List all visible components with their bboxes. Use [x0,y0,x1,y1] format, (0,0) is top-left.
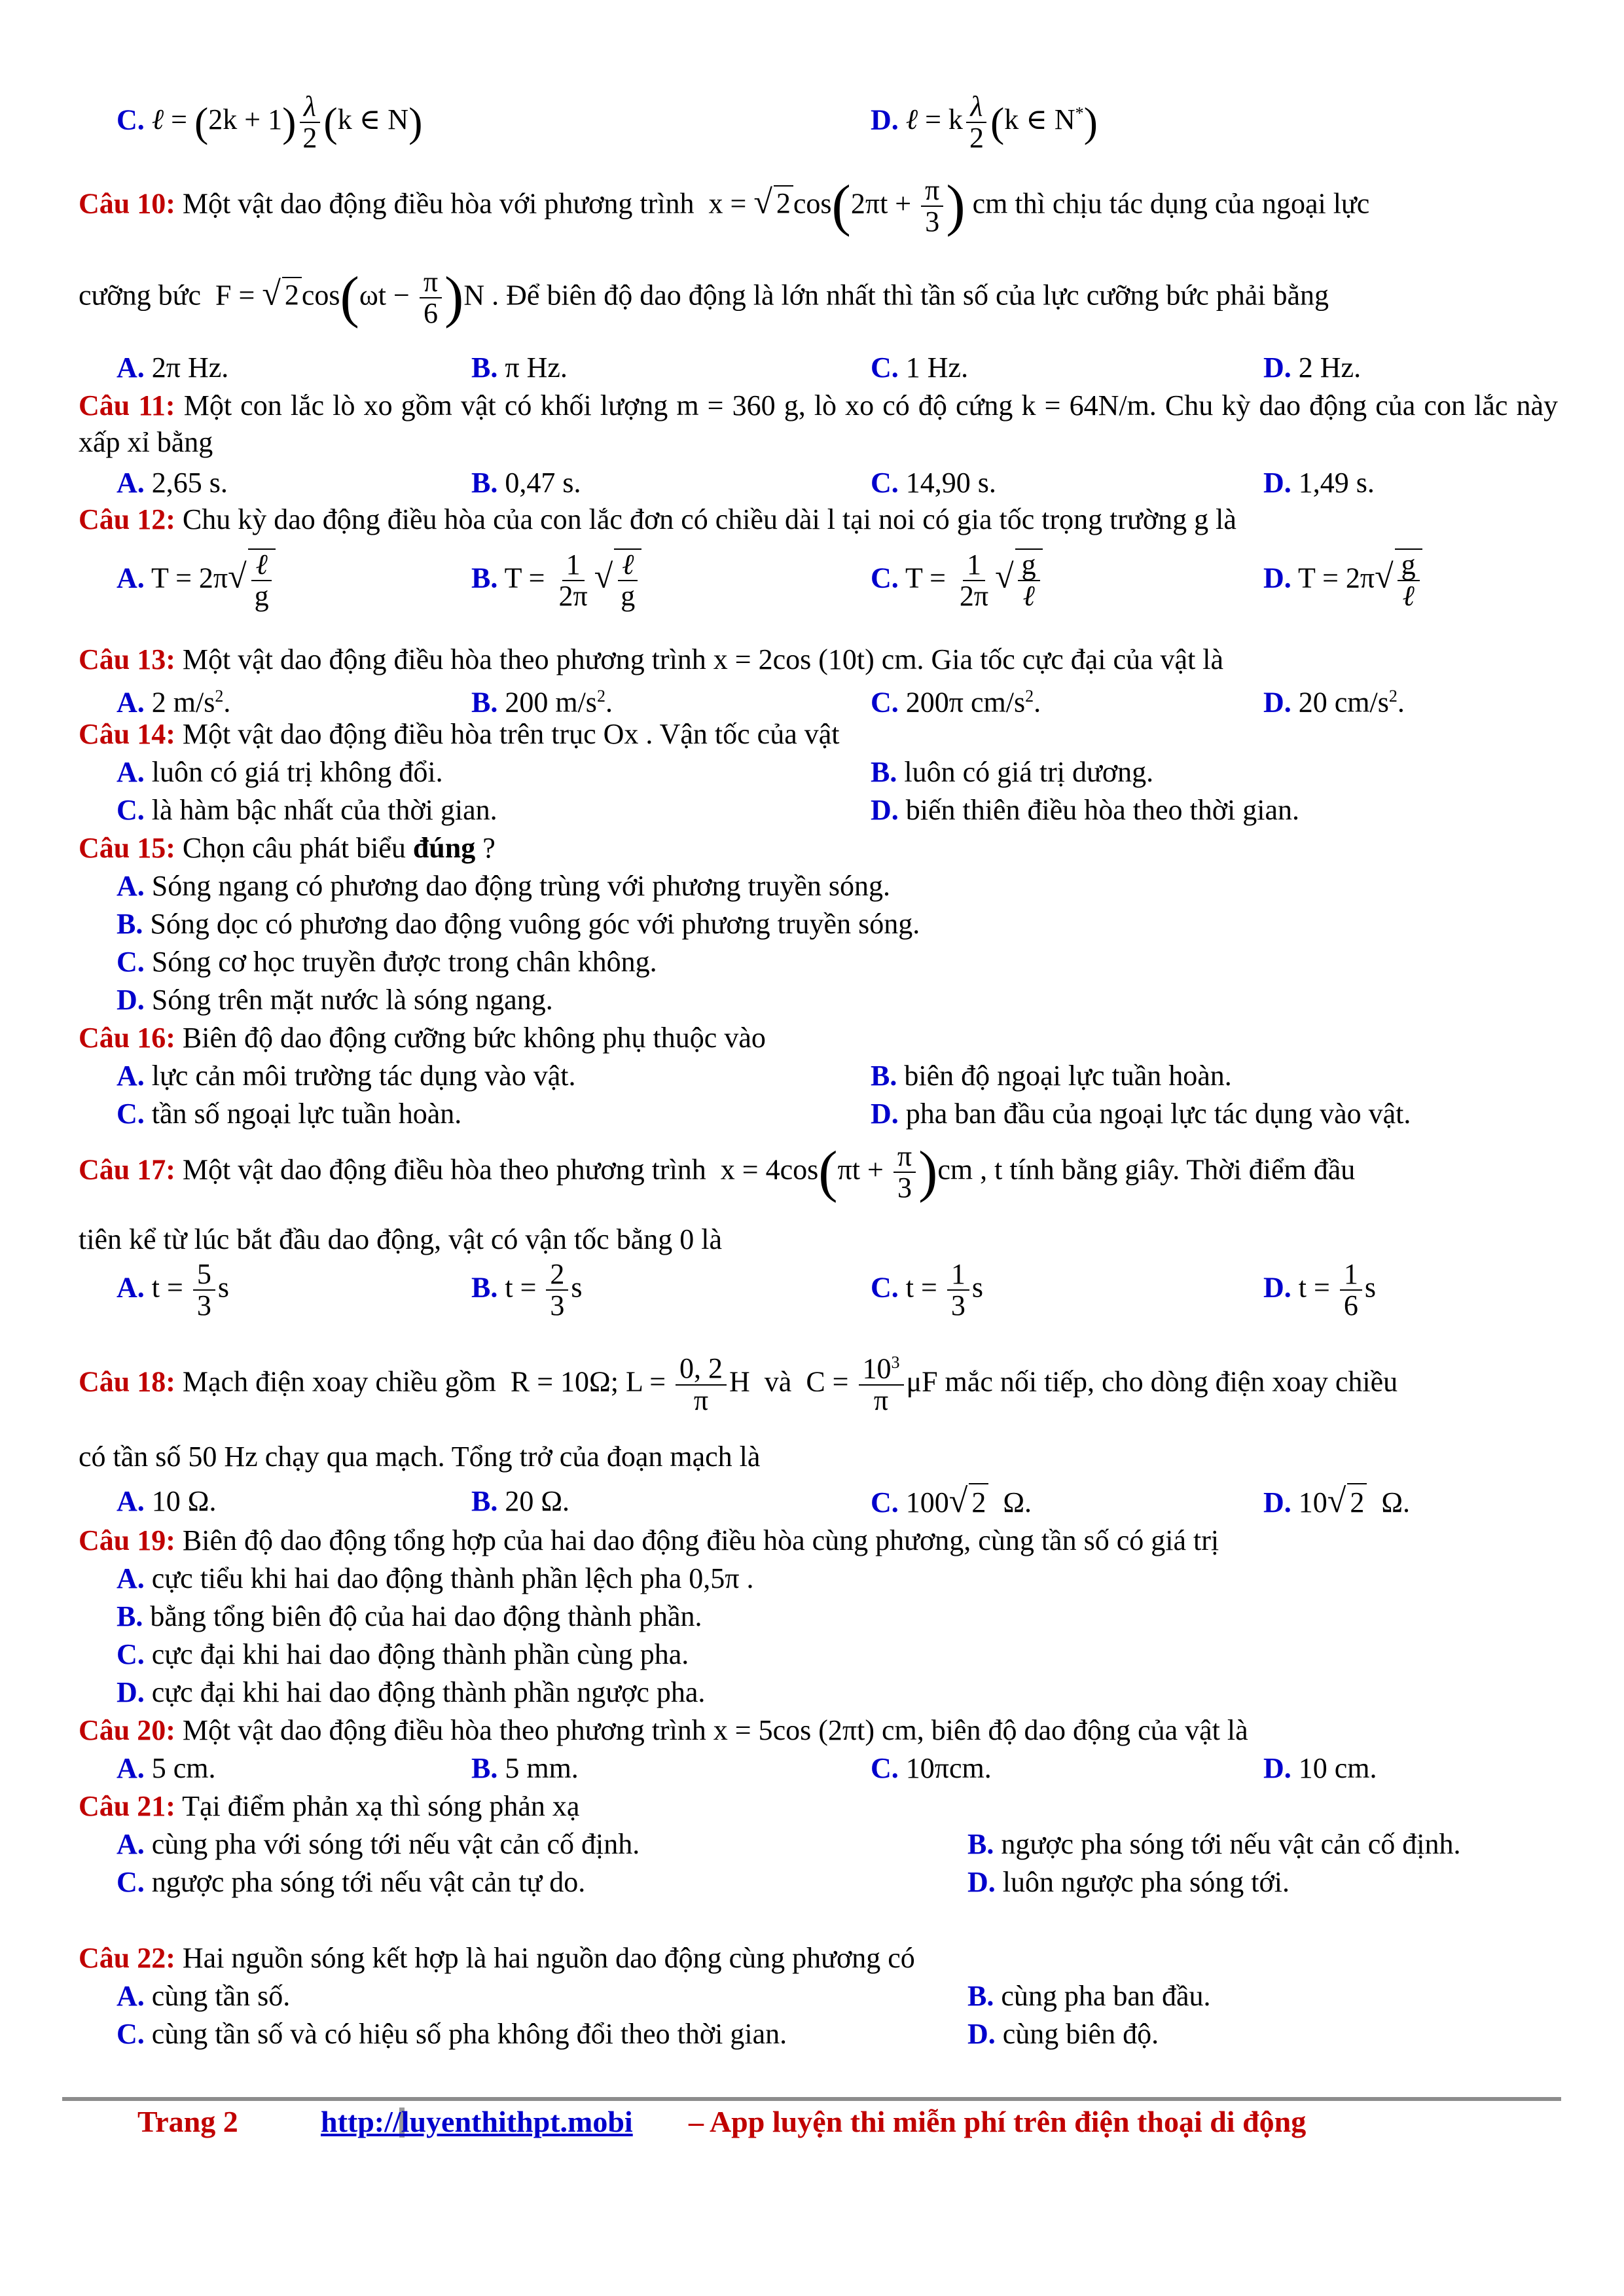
option-a: A. 2 $m/s^2$. [117,686,231,719]
question-11 [79,387,1558,461]
option-d: D. 1,49 s. [1263,467,1375,499]
q12-option-b: B. T = $\frac{1}{2\pi}$ √ $\frac{\text{ℓ}}{g}$ [471,548,641,611]
option-b: B. 200 $m/s^2$. [471,686,613,719]
page-number: Trang 2 [137,2105,238,2138]
question-number: Câu 13: [79,643,175,675]
option-d: D. 2 Hz. [1263,351,1362,384]
option-b: B. luôn có giá trị dương. [871,756,1154,788]
option-d: D. 10 cm. [1263,1752,1377,1784]
option-a: A. 2π Hz. [117,351,229,384]
question-18: Câu 18: Mạch điện xoay chiều gồm R = 10Ω; L = $\frac{0, 2}{\pi}$ H và C = $\frac{10^3}{\pi}$ μF mắc nối tiếp, cho dòng điện xoay chiều [79,1352,1398,1416]
option-b: B. ngược pha sóng tới nếu vật cản cố định. [967,1828,1461,1860]
q17-option-d: D. t = $\frac{1}{6}$ s [1263,1258,1376,1322]
question-text: Biên độ dao động cưỡng bức không phụ thuộc vào [182,1022,766,1054]
question-number: Câu 19: [79,1524,175,1556]
question-10-line2: cưỡng bức F = √ 2cos(ωt − $\frac{\pi}{6}$ )N . Để biên độ dao động là lớn nhất thì tần số của lực cưỡng bức phải bằng [79,266,1329,330]
q12-option-a: A. T = 2π√ $\frac{\text{ℓ}}{g}$ [117,548,276,611]
option-d: D. 20 $cm/s^2$. [1263,686,1405,719]
footer-link[interactable]: http://luyenthithpt.mobi [321,2105,633,2138]
option-d: D. 10√ 2 Ω. [1263,1482,1411,1520]
footer [137,2102,1381,2142]
option-d: D. luôn ngược pha sóng tới. [967,1866,1290,1898]
question-19-option-c: C. cực đại khi hai dao động thành phần cùng pha. [117,1638,689,1670]
footer-rule [62,2097,1561,2101]
question-15-option-c: C. Sóng cơ học truyền được trong chân không. [117,946,657,978]
option-d: D. cùng biên độ. [967,2018,1159,2050]
option-c: C. 10πcm. [871,1752,992,1784]
question-15: Câu 15: Chọn câu phát biểu đúng ? [79,832,496,864]
option-a: A. 5 cm. [117,1752,216,1784]
option-c: C. cùng tần số và có hiệu số pha không đổi theo thời gian. [117,2018,787,2050]
footer-tagline: – App luyện thi miễn phí trên điện thoại di động [689,2105,1307,2138]
question-text: Một vật dao động điều hòa trên trục Ox . Vận tốc của vật [182,718,840,750]
q12-option-d: D. T = 2π√ $\frac{g}{\text{ℓ}}$ [1263,548,1422,611]
question-number: Câu 16: [79,1022,175,1054]
option-a: A. lực cản môi trường tác dụng vào vật. [117,1060,576,1092]
question-18-line2: có tần số 50 Hz chạy qua mạch. Tổng trở của đoạn mạch là [79,1441,761,1473]
question-19-option-a: A. cực tiểu khi hai dao động thành phần lệch pha 0,5π . [117,1562,754,1594]
question-text: Một con lắc lò xo gồm vật có khối lượng m = 360 g, lò xo có độ cứng k = 64N/m. Chu kỳ dao động của con lắc này xấp xỉ bằng [79,389,1558,458]
question-number: Câu 22: [79,1942,175,1974]
option-a: A. 10 Ω. [117,1485,217,1517]
q9-option-c-formula: ℓ = (2k + 1) $\frac{\lambda}{2}$ (k ∈ N) [151,90,423,154]
question-17-line2: tiên kể từ lúc bắt đầu dao động, vật có vận tốc bằng 0 là [79,1223,722,1255]
option-b: B. biên độ ngoại lực tuần hoàn. [871,1060,1232,1092]
option-c: C. 100√ 2 Ω. [871,1482,1032,1520]
question-19-option-b: B. bằng tổng biên độ của hai dao động thành phần. [117,1600,702,1632]
option-c: C. 14,90 s. [871,467,996,499]
question-number: Câu 20: [79,1714,175,1746]
option-d: D. pha ban đầu của ngoại lực tác dụng vào vật. [871,1098,1411,1130]
option-c: C. 1 Hz. [871,351,969,384]
option-b: B. 20 Ω. [471,1485,570,1517]
q9-option-c [117,92,422,153]
option-c: C. là hàm bậc nhất của thời gian. [117,794,497,826]
question-number: Câu 10: [79,187,175,220]
question-text: Một vật dao động điều hòa theo phương trình x = 2cos (10t) cm. Gia tốc cực đại của vật là [182,643,1224,675]
question-number: Câu 15: [79,832,175,864]
option-c: C. 200π $cm/s^2$. [871,686,1041,719]
question-20 [79,1712,1624,1749]
question-text: Chu kỳ dao động điều hòa của con lắc đơn có chiều dài l tại noi có gia tốc trọng trường g là [182,503,1236,535]
option-b: B. 0,47 s. [471,467,581,499]
option-b: B. 5 mm. [471,1752,579,1784]
question-16 [79,1020,1624,1056]
q17-option-b: B. t = $\frac{2}{3}$ s [471,1258,583,1322]
option-label: D. [871,103,899,136]
question-13 [79,641,1624,678]
question-15-option-a: A. Sóng ngang có phương dao động trùng với phương truyền sóng. [117,870,890,902]
question-text: Hai nguồn sóng kết hợp là hai nguồn dao động cùng phương có [182,1942,915,1974]
question-number: Câu 11: [79,389,175,422]
q17-option-a: A. t = $\frac{5}{3}$ s [117,1258,229,1322]
question-15-option-d: D. Sóng trên mặt nước là sóng ngang. [117,984,553,1016]
question-number: Câu 21: [79,1790,175,1822]
question-21 [79,1788,1624,1825]
question-number: Câu 14: [79,718,175,750]
question-15-option-b: B. Sóng dọc có phương dao động vuông góc với phương truyền sóng. [117,908,920,940]
question-10: Câu 10: Một vật dao động điều hòa với phương trình x = √ 2cos(2πt + $\frac{\pi}{3}$ ) cm thì chịu tác dụng của ngoại lực [79,174,1370,238]
question-number: Câu 18: [79,1365,175,1398]
option-a: A. luôn có giá trị không đổi. [117,756,443,788]
option-b: B. π Hz. [471,351,568,384]
question-number: Câu 12: [79,503,175,535]
option-a: A. cùng pha với sóng tới nếu vật cản cố định. [117,1828,640,1860]
option-label: C. [117,103,145,136]
question-number: Câu 17: [79,1153,175,1186]
q9-option-d [871,92,1098,153]
q9-option-d-formula: ℓ = k $\frac{\lambda}{2}$ (k ∈ N*) [905,90,1098,154]
q12-option-c: C. T = $\frac{1}{2\pi}$ √ $\frac{g}{\text{ℓ}}$ [871,548,1043,611]
option-a: A. 2,65 s. [117,467,228,499]
option-c: C. tần số ngoại lực tuần hoàn. [117,1098,462,1130]
question-12 [79,501,1624,538]
q17-option-c: C. t = $\frac{1}{3}$ s [871,1258,983,1322]
question-17: Câu 17: Một vật dao động điều hòa theo phương trình x = 4cos(πt + $\frac{\pi}{3}$ )cm , t tính bằng giây. Thời điểm đầu [79,1140,1356,1204]
question-19 [79,1522,1624,1559]
option-d: D. biến thiên điều hòa theo thời gian. [871,794,1300,826]
option-c: C. ngược pha sóng tới nếu vật cản tự do. [117,1866,586,1898]
question-14 [79,716,1624,753]
question-22 [79,1940,1624,1977]
question-text: Một vật dao động điều hòa theo phương trình x = 5cos (2πt) cm, biên độ dao động của vật là [182,1714,1248,1746]
option-b: B. cùng pha ban đầu. [967,1980,1211,2012]
option-a: A. cùng tần số. [117,1980,291,2012]
question-19-option-d: D. cực đại khi hai dao động thành phần ngược pha. [117,1676,706,1708]
question-text: Tại điểm phản xạ thì sóng phản xạ [182,1790,580,1822]
question-text: Biên độ dao động tổng hợp của hai dao động điều hòa cùng phương, cùng tần số có giá trị [182,1524,1219,1556]
